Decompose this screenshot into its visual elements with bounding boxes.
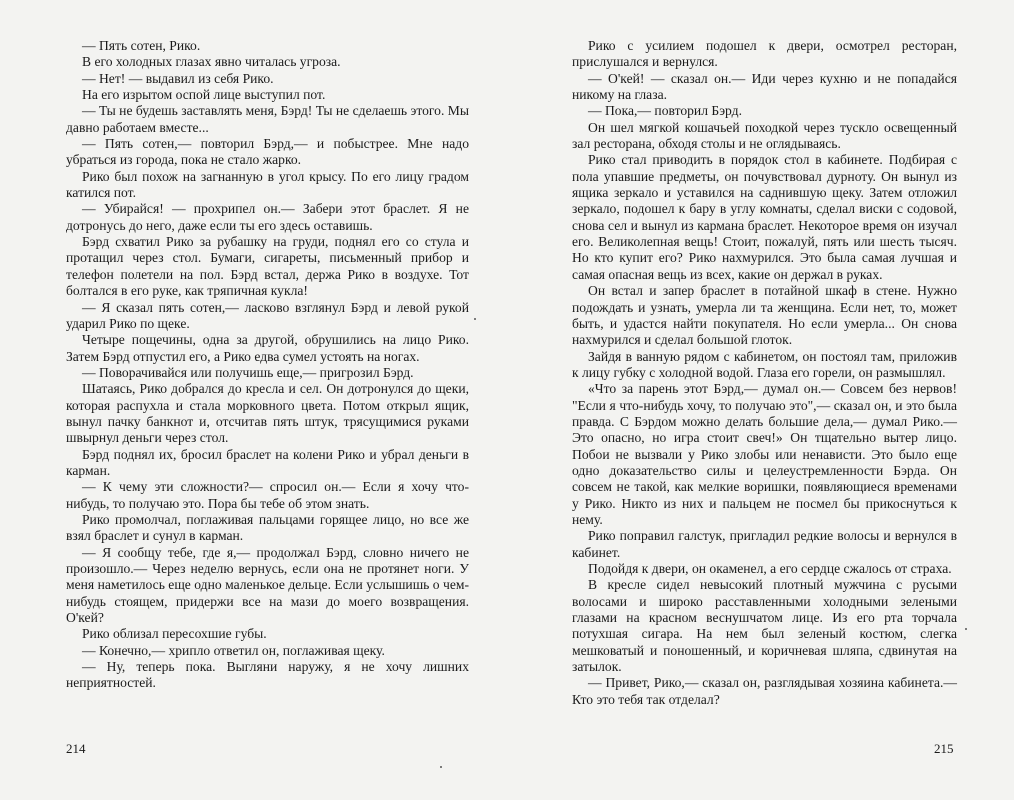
paragraph: — Конечно,— хрипло ответил он, поглаживая щеку. [82, 642, 385, 658]
paragraph: Зайдя в ванную рядом с кабинетом, он постоял там, приложив к лицу губку с холодной водой. Глаза его горели, он размышлял. [572, 348, 957, 380]
paragraph: Бэрд схватил Рико за рубашку на груди, поднял его со стула и протащил через стол. Бумаги, сигареты, письменный прибор и телефон полетели на пол. Бэрд встал, держа Рико в воздухе. Тот болтался в его руке, как тряпичная кукла! [66, 234, 469, 299]
paragraph: — Я сообщу тебе, где я,— продолжал Бэрд, словно ничего не произошло.— Через неделю вернусь, если она не протянет ноги. У меня наметилось еще одно маленькое дельце. Если услышишь о чем-нибудь стоящем, придержи все на мази до моего возвращения. О'кей? [66, 544, 469, 626]
paragraph: Рико поправил галстук, пригладил редкие волосы и вернулся в кабинет. [572, 528, 957, 560]
paragraph: «Что за парень этот Бэрд,— думал он.— Совсем без нервов! "Если я что-нибудь хочу, то получаю это",— сказал он, и это была правда. С Бэрдом можно делать большие дела,— думал Рико.— Это опасно, но игра стоит свеч!» Он тщательно вытер лицо. Побои не вызвали у Рико злобы или ненависти. Это было еще одно доказательство силы и целеустремленности Бэрда. Он совсем не такой, как мелкие воришки, появляющиеся временами у Рико. Никто из них и пальцем не посмел бы прикоснуться к нему. [572, 381, 957, 527]
paragraph: Бэрд поднял их, бросил браслет на колени Рико и убрал деньги в карман. [66, 446, 469, 478]
paragraph: — Нет! — выдавил из себя Рико. [82, 70, 274, 86]
paragraph: Рико с усилием подошел к двери, осмотрел ресторан, прислушался и вернулся. [572, 38, 957, 70]
paragraph: Рико промолчал, поглаживая пальцами горящее лицо, но все же взял браслет и сунул в карман. [66, 511, 469, 544]
paragraph: Рико облизал пересохшие губы. [82, 626, 267, 642]
paragraph: — Убирайся! — прохрипел он.— Забери этот браслет. Я не дотронусь до него, даже если ты его здесь оставишь. [66, 201, 469, 233]
paragraph: — О'кей! — сказал он.— Иди через кухню и не попадайся никому на глаза. [572, 70, 957, 103]
paragraph: — Пока,— повторил Бэрд. [588, 103, 742, 119]
paragraph: — Я сказал пять сотен,— ласково взглянул Бэрд и левой рукой ударил Рико по щеке. [66, 299, 469, 331]
left-page-text [66, 38, 469, 692]
paragraph: Он шел мягкой кошачьей походкой через тускло освещенный зал ресторана, обходя столы и не оглядываясь. [572, 119, 957, 152]
scan-speck [965, 628, 967, 630]
paragraph: Подойдя к двери, он окаменел, а его сердце сжалось от страха. [588, 561, 952, 576]
scan-speck [440, 766, 442, 768]
paragraph: — Привет, Рико,— сказал он, разглядывая хозяина кабинета.— Кто это тебя так отделал? [572, 675, 957, 707]
paragraph: — К чему эти сложности?— спросил он.— Если я хочу что-нибудь, то получаю это. Пора бы тебе об этом знать. [66, 479, 469, 511]
paragraph: Четыре пощечины, одна за другой, обрушились на лицо Рико. Затем Бэрд отпустил его, а Рико едва сумел устоять на ногах. [66, 332, 469, 364]
paragraph: В его холодных глазах явно читалась угроза. [82, 54, 341, 70]
paragraph: На его изрытом оспой лице выступил пот. [82, 87, 326, 103]
paragraph: — Ну, теперь пока. Выгляни наружу, я не хочу лишних неприятностей. [66, 659, 469, 691]
paragraph: Шатаясь, Рико добрался до кресла и сел. Он дотронулся до щеки, которая распухла и стала морковного цвета. Потом открыл ящик, вынул пачку банкнот и, отсчитав пять штук, трясущимися руками швырнул деньги через стол. [66, 381, 469, 446]
scan-speck [474, 318, 476, 320]
paragraph: — Поворачивайся или получишь еще,— пригрозил Бэрд. [82, 364, 414, 380]
paragraph: — Ты не будешь заставлять меня, Бэрд! Ты не сделаешь этого. Мы давно работаем вместе... [66, 103, 469, 135]
paragraph: Он встал и запер браслет в потайной шкаф в стене. Нужно подождать и узнать, умерла ли та женщина. Если нет, то, может быть, и удастся найти покупателя. Но если умерла... Он снова нахмурился и сделал большой глоток. [572, 283, 957, 348]
page-number-right: 215 [934, 741, 954, 756]
right-page-text [572, 38, 957, 708]
paragraph: Рико был похож на загнанную в угол крысу. По его лицу градом катился пот. [66, 168, 469, 201]
paragraph: — Пять сотен,— повторил Бэрд,— и побыстрее. Мне надо убраться из города, пока не стало жарко. [66, 136, 469, 168]
paragraph: В кресле сидел невысокий плотный мужчина с русыми волосами и широко расставленными холодными зелеными глазами на красном веснушчатом лице. Из его рта торчала потухшая сигара. На нем был зеленый костюм, слегка мешковатый и поношенный, и коричневая шляпа, сдвинутая на затылок. [572, 577, 957, 675]
right-page [507, 0, 1014, 800]
paragraph: Рико стал приводить в порядок стол в кабинете. Подбирая с пола упавшие предметы, он почувствовал дурноту. Он вынул из ящика зеркало и уставился на саднившую щеку. Затем отложил зеркало, подошел к бару в углу комнаты, сделал виски с содовой, снова сел и вынул из кармана браслет. Некоторое время он изучал его. Великолепная вещь! Стоит, пожалуй, пять или шесть тысяч. Но кто купит его? Рико нахмурился. Это была самая лучшая и самая опасная вещь из всех, какие он держал в руках. [572, 152, 957, 282]
paragraph: — Пять сотен, Рико. [82, 38, 201, 53]
page-number-left: 214 [66, 741, 86, 756]
